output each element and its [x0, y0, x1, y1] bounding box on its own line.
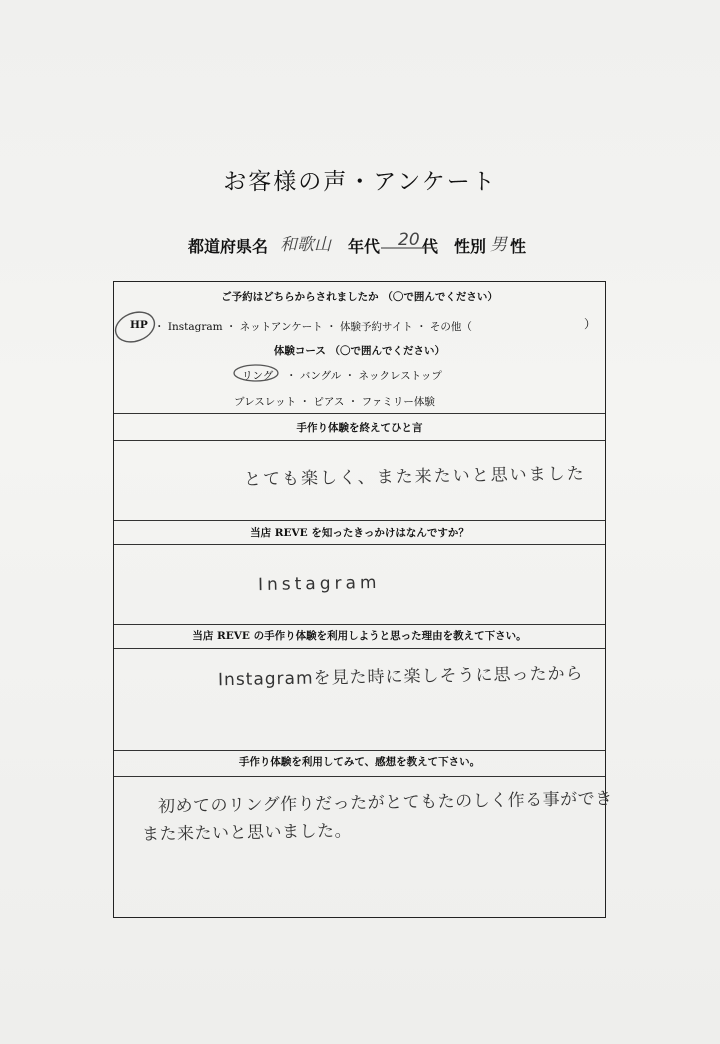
- age-value: 20: [398, 230, 420, 250]
- course-options-row2: ブレスレット ・ ピアス ・ ファミリー体験: [234, 396, 435, 408]
- booking-options: ・ Instagram ・ ネットアンケート ・ 体験予約サイト ・ その他（: [154, 321, 472, 333]
- q2-heading: 当店 REVE を知ったきっかけはなんですか？: [250, 527, 469, 539]
- age-suffix: 代: [422, 237, 439, 256]
- prefecture-value: 和歌山: [280, 235, 331, 255]
- hp-circle-mark: [111, 307, 158, 347]
- gender-label: 性別: [454, 237, 487, 256]
- ring-circle-mark: [234, 365, 278, 381]
- q3-answer: Instagramを見た時に楽しそうに思ったから: [217, 663, 584, 691]
- course-heading: 体験コース （〇で囲んでください）: [273, 345, 446, 357]
- page-title: お客様の声・アンケート: [223, 169, 497, 195]
- q4-answer-line1: 初めてのリング作りだったがとてもたのしく作る事ができ: [157, 789, 613, 817]
- q1-answer: とても楽しく、また来たいと思いました: [243, 464, 586, 490]
- booking-options-close: ）: [584, 317, 597, 331]
- prefecture-label: 都道府県名: [188, 237, 269, 256]
- q1-heading: 手作り体験を終えてひと言: [296, 422, 423, 434]
- q3-heading: 当店 REVE の手作り体験を利用しようと思った理由を教えて下さい。: [192, 630, 527, 642]
- age-label: 年代: [348, 237, 381, 256]
- q4-answer-line2: また来たいと思いました。: [141, 821, 353, 845]
- gender-value: 男: [490, 235, 507, 255]
- course-option-ring: リング: [242, 370, 274, 382]
- gender-suffix: 性: [510, 237, 527, 256]
- q4-heading: 手作り体験を利用してみて、感想を教えて下さい。: [238, 756, 481, 768]
- booking-heading: ご予約はどちらからされましたか （〇で囲んでください）: [221, 291, 498, 303]
- course-options-row1: ・ バングル ・ ネックレストップ: [286, 370, 442, 382]
- booking-option-hp: HP: [130, 319, 148, 331]
- q2-answer: Instagram: [257, 572, 381, 596]
